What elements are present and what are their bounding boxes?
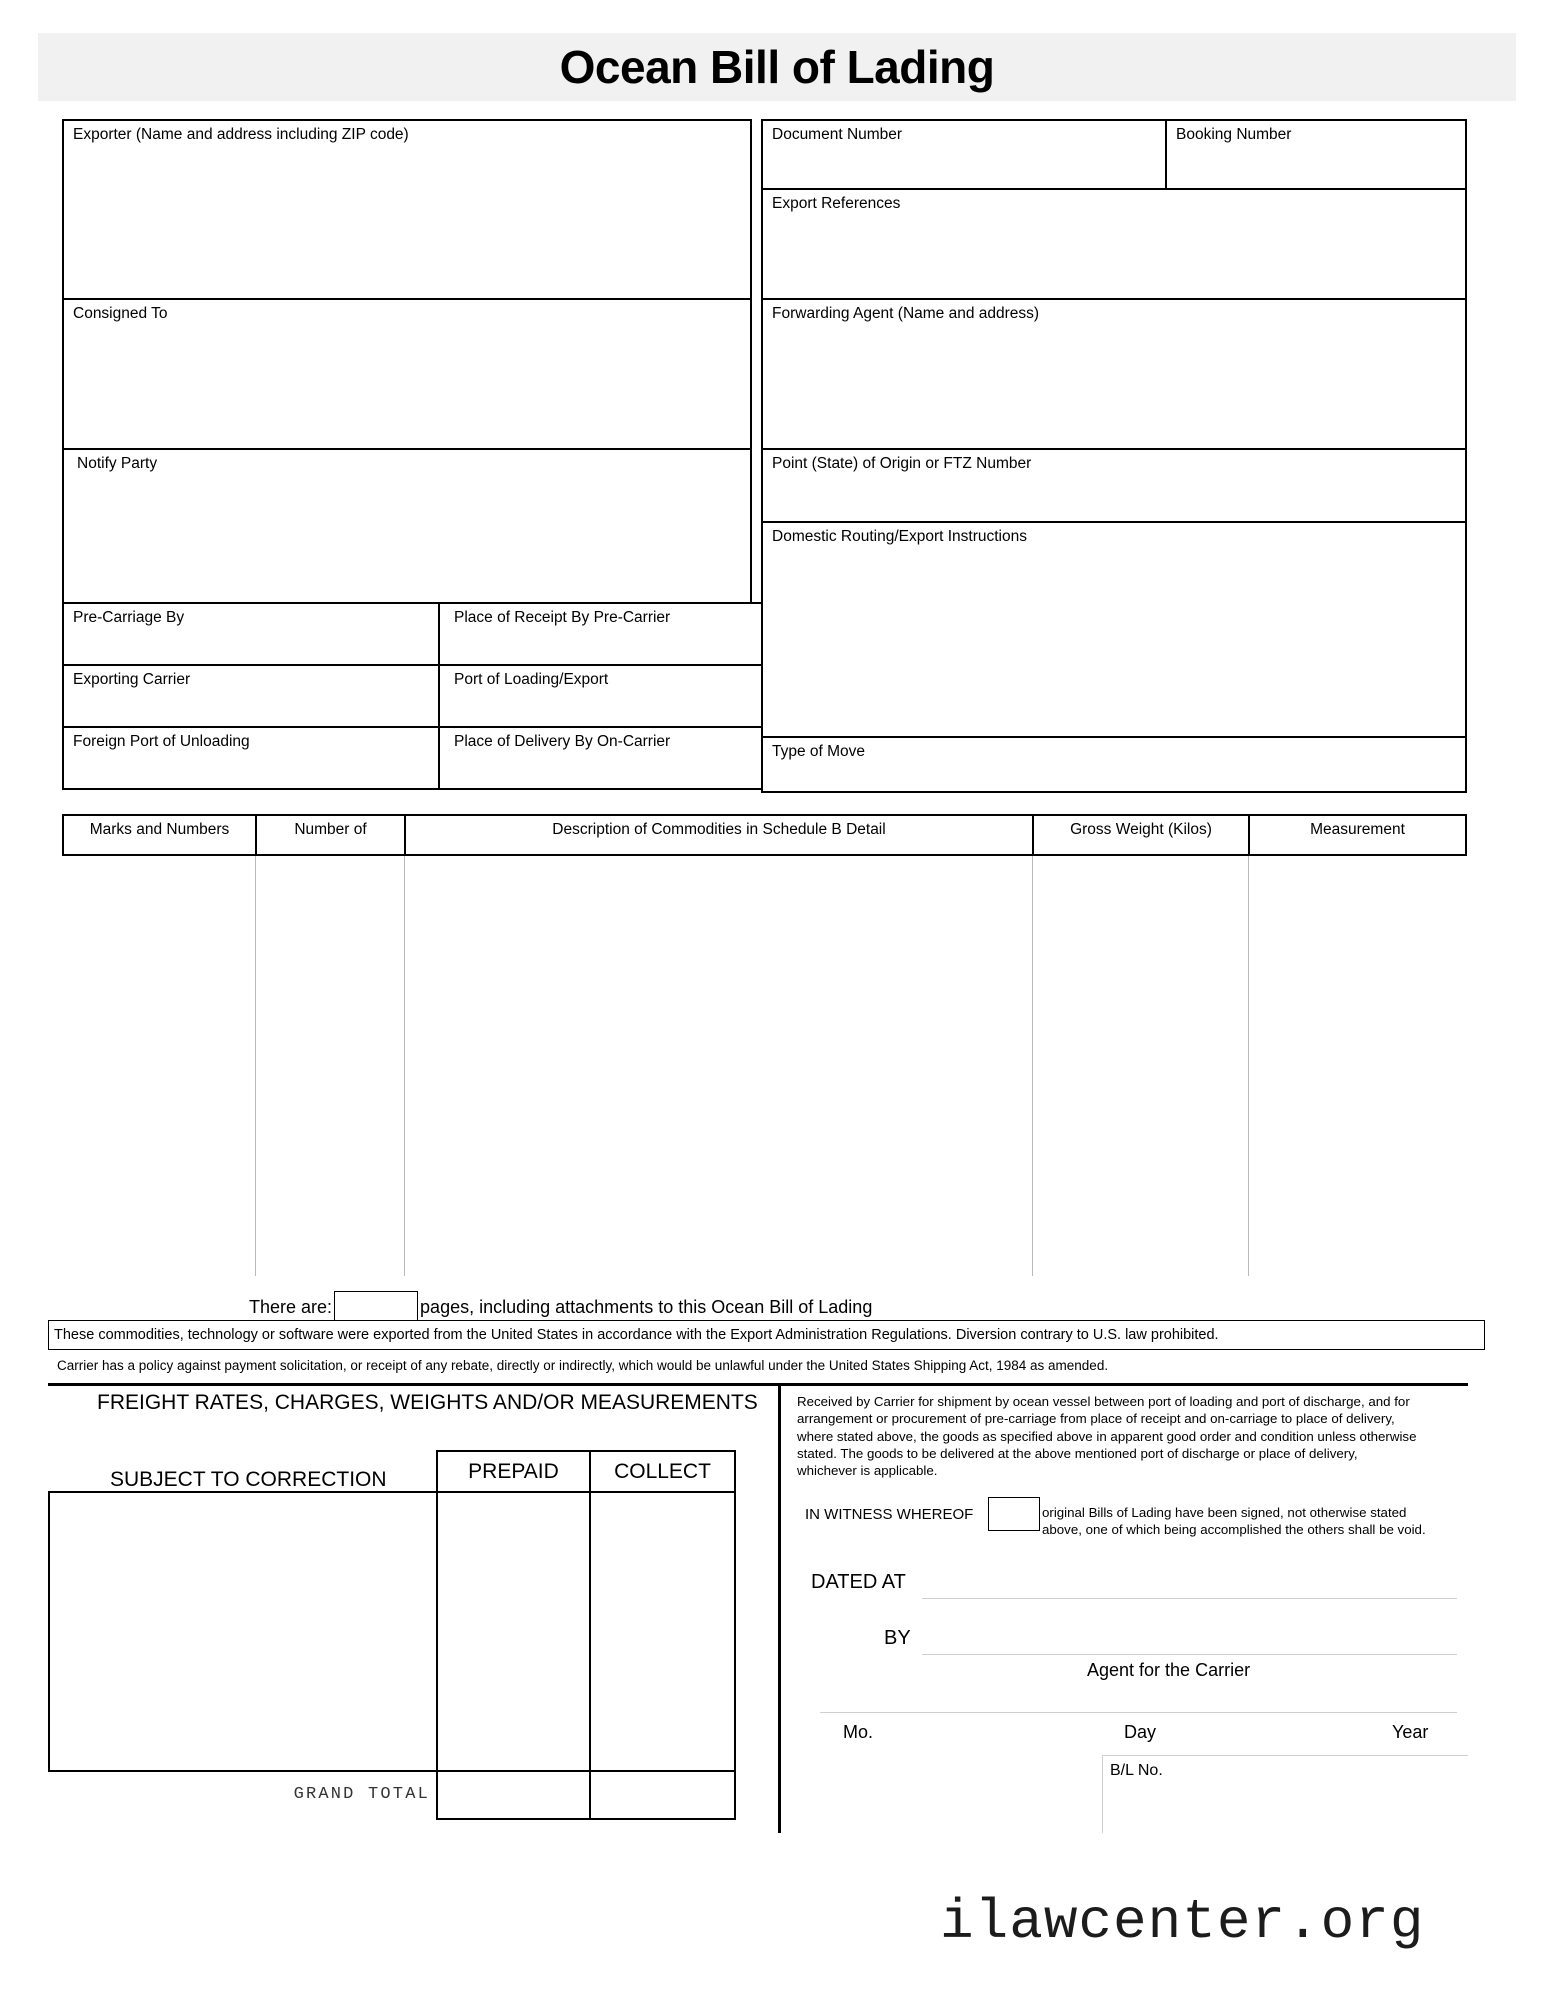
dated-at-line[interactable] (922, 1598, 1457, 1599)
field-type-of-move-label: Type of Move (772, 743, 866, 760)
field-foreign-port-unloading[interactable] (62, 726, 440, 790)
field-document-number[interactable] (761, 119, 1167, 190)
column-divider-packages (404, 856, 405, 1276)
freight-rates-title: FREIGHT RATES, CHARGES, WEIGHTS AND/OR MEASUREMENTS (97, 1391, 758, 1414)
field-place-of-delivery-label: Place of Delivery By On-Carrier (454, 733, 671, 750)
field-export-references[interactable] (761, 188, 1467, 300)
field-pre-carriage-by-label: Pre-Carriage By (73, 609, 185, 626)
field-point-of-origin[interactable] (761, 448, 1467, 523)
bottom-section-top-rule (48, 1383, 1468, 1386)
grand-total-collect-cell[interactable] (589, 1770, 736, 1820)
field-forwarding-agent-label: Forwarding Agent (Name and address) (772, 305, 1040, 322)
table-header-measurement: Measurement (1248, 814, 1467, 856)
field-domestic-routing-label: Domestic Routing/Export Instructions (772, 528, 1027, 545)
grand-total-prepaid-cell[interactable] (436, 1770, 591, 1820)
carrier-policy-note: Carrier has a policy against payment solicitation, or receipt of any rebate, directly or indirectly, which would be unlawful under the United States Shipping Act, 1984 as amended. (57, 1358, 1109, 1373)
table-body-commodities[interactable] (62, 856, 1467, 1276)
collect-column-header: COLLECT (589, 1450, 736, 1493)
table-header-packages-line1: Number of (294, 821, 367, 838)
field-exporter-label: Exporter (Name and address including ZIP code) (73, 126, 409, 143)
by-signature-line[interactable] (922, 1654, 1457, 1655)
field-exporting-carrier-label: Exporting Carrier (73, 671, 191, 688)
day-label: Day (1124, 1722, 1157, 1742)
table-header-description: Description of Commodities in Schedule B Detail (404, 814, 1034, 856)
field-notify-party[interactable] (62, 448, 752, 604)
table-header-gross-weight: Gross Weight (Kilos) (1032, 814, 1250, 856)
in-witness-whereof-label: IN WITNESS WHEREOF (805, 1506, 974, 1523)
site-watermark: ilawcenter.org (940, 1890, 1425, 1954)
collect-amounts-area[interactable] (589, 1491, 736, 1772)
field-place-of-delivery[interactable] (438, 726, 763, 790)
field-exporter[interactable] (62, 119, 752, 300)
column-divider-marks (255, 856, 256, 1276)
page-title: Ocean Bill of Lading (559, 41, 995, 93)
date-fields-line[interactable] (820, 1712, 1457, 1713)
table-header-marks: Marks and Numbers (62, 814, 257, 856)
page-title-banner (38, 33, 1516, 101)
received-by-carrier-paragraph: Received by Carrier for shipment by ocean vessel between port of loading and port of discharge, and for arrangement or procurement of pre-carriage from place of receipt and on-carriage to place of delivery, where stated above, the goods as specified above in apparent good order and condition unless otherwise stated. The goods to be delivered at the above mentioned port of discharge or place of delivery, whichever is applicable. (797, 1394, 1417, 1479)
field-point-of-origin-label: Point (State) of Origin or FTZ Number (772, 455, 1032, 472)
field-booking-number-label: Booking Number (1176, 126, 1292, 143)
bottom-section-vertical-rule (778, 1383, 781, 1833)
field-type-of-move[interactable] (761, 736, 1467, 793)
dated-at-label: DATED AT (811, 1571, 906, 1593)
bl-number-label: B/L No. (1110, 1762, 1163, 1779)
field-domestic-routing[interactable] (761, 521, 1467, 738)
field-place-of-receipt[interactable] (438, 602, 763, 666)
prepaid-amounts-area[interactable] (436, 1491, 591, 1772)
field-document-number-label: Document Number (772, 126, 903, 143)
field-consigned-to[interactable] (62, 298, 752, 450)
pages-count-suffix: pages, including attachments to this Ocean Bill of Lading (420, 1297, 873, 1317)
subject-to-correction-label: SUBJECT TO CORRECTION (110, 1468, 387, 1491)
year-label: Year (1392, 1722, 1429, 1742)
column-divider-description (1032, 856, 1033, 1276)
export-administration-statement: These commodities, technology or software were exported from the United States in accordance with the Export Administration Regulations. Diversion contrary to U.S. law prohibited. (48, 1320, 1485, 1350)
field-exporting-carrier[interactable] (62, 664, 440, 728)
pages-count-prefix: There are: (249, 1297, 333, 1317)
field-booking-number[interactable] (1165, 119, 1467, 190)
month-label: Mo. (843, 1722, 874, 1742)
in-witness-whereof-text: original Bills of Lading have been signed, not otherwise stated above, one of which being accomplished the others shall be void. (1042, 1505, 1426, 1538)
field-pre-carriage-by[interactable] (62, 602, 440, 666)
agent-for-carrier-label: Agent for the Carrier (1087, 1660, 1251, 1680)
witness-count-input[interactable] (988, 1497, 1040, 1531)
field-port-of-loading[interactable] (438, 664, 763, 728)
column-divider-gross-weight (1248, 856, 1249, 1276)
field-port-of-loading-label: Port of Loading/Export (454, 671, 609, 688)
by-label: BY (884, 1627, 911, 1649)
field-consigned-to-label: Consigned To (73, 305, 168, 322)
field-export-references-label: Export References (772, 195, 901, 212)
table-header-packages (255, 814, 406, 856)
bl-number-top-line (1102, 1755, 1468, 1756)
prepaid-column-header: PREPAID (436, 1450, 591, 1493)
field-forwarding-agent[interactable] (761, 298, 1467, 450)
bl-number-left-rule (1102, 1755, 1103, 1833)
field-place-of-receipt-label: Place of Receipt By Pre-Carrier (454, 609, 671, 626)
charges-description-area[interactable] (48, 1491, 438, 1772)
field-notify-party-label: Notify Party (77, 455, 158, 472)
grand-total-label: GRAND TOTAL (293, 1785, 430, 1804)
field-foreign-port-unloading-label: Foreign Port of Unloading (73, 733, 250, 750)
